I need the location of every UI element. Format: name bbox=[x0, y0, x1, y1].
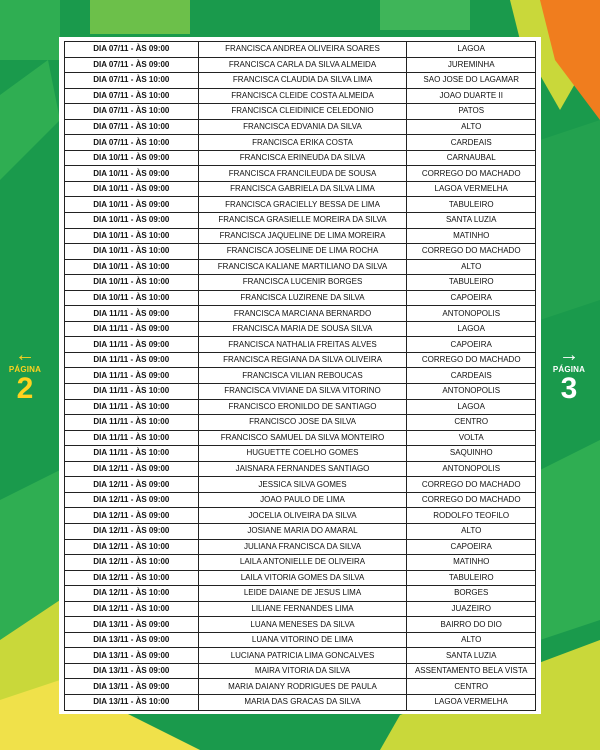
place-cell: CARDEAIS bbox=[407, 368, 536, 384]
name-cell: FRANCISCA KALIANE MARTILIANO DA SILVA bbox=[198, 259, 407, 275]
place-cell: TABULEIRO bbox=[407, 570, 536, 586]
name-cell: FRANCISCA CLEIDINICE CELEDONIO bbox=[198, 104, 407, 120]
date-cell: DIA 10/11 - ÀS 09:00 bbox=[65, 197, 199, 213]
next-page-nav[interactable] bbox=[546, 345, 592, 404]
name-cell: JOCELIA OLIVEIRA DA SILVA bbox=[198, 508, 407, 524]
place-cell: LAGOA bbox=[407, 399, 536, 415]
date-cell: DIA 11/11 - ÀS 09:00 bbox=[65, 337, 199, 353]
table-row bbox=[65, 539, 536, 555]
date-cell: DIA 12/11 - ÀS 09:00 bbox=[65, 508, 199, 524]
date-cell: DIA 12/11 - ÀS 10:00 bbox=[65, 601, 199, 617]
place-cell: TABULEIRO bbox=[407, 197, 536, 213]
name-cell: FRANCISCA ERINEUDA DA SILVA bbox=[198, 150, 407, 166]
date-cell: DIA 11/11 - ÀS 10:00 bbox=[65, 430, 199, 446]
place-cell: JOAO DUARTE II bbox=[407, 88, 536, 104]
date-cell: DIA 10/11 - ÀS 10:00 bbox=[65, 290, 199, 306]
schedule-table bbox=[64, 41, 536, 711]
place-cell: ALTO bbox=[407, 259, 536, 275]
date-cell: DIA 12/11 - ÀS 10:00 bbox=[65, 586, 199, 602]
date-cell: DIA 12/11 - ÀS 09:00 bbox=[65, 461, 199, 477]
table-row bbox=[65, 632, 536, 648]
date-cell: DIA 13/11 - ÀS 09:00 bbox=[65, 679, 199, 695]
place-cell: CORREGO DO MACHADO bbox=[407, 352, 536, 368]
date-cell: DIA 13/11 - ÀS 09:00 bbox=[65, 632, 199, 648]
name-cell: FRANCISCA NATHALIA FREITAS ALVES bbox=[198, 337, 407, 353]
date-cell: DIA 11/11 - ÀS 10:00 bbox=[65, 384, 199, 400]
table-row bbox=[65, 648, 536, 664]
name-cell: FRANCISCA EDVANIA DA SILVA bbox=[198, 119, 407, 135]
date-cell: DIA 12/11 - ÀS 10:00 bbox=[65, 570, 199, 586]
next-page-number: 3 bbox=[560, 372, 578, 405]
name-cell: FRANCISCO SAMUEL DA SILVA MONTEIRO bbox=[198, 430, 407, 446]
table-row bbox=[65, 570, 536, 586]
name-cell: LUANA VITORINO DE LIMA bbox=[198, 632, 407, 648]
table-row bbox=[65, 213, 536, 229]
name-cell: JOAO PAULO DE LIMA bbox=[198, 492, 407, 508]
place-cell: MATINHO bbox=[407, 228, 536, 244]
place-cell: CARDEAIS bbox=[407, 135, 536, 151]
date-cell: DIA 07/11 - ÀS 10:00 bbox=[65, 104, 199, 120]
table-row bbox=[65, 679, 536, 695]
date-cell: DIA 10/11 - ÀS 09:00 bbox=[65, 181, 199, 197]
date-cell: DIA 10/11 - ÀS 10:00 bbox=[65, 228, 199, 244]
date-cell: DIA 11/11 - ÀS 09:00 bbox=[65, 306, 199, 322]
name-cell: FRANCISCA LUCENIR BORGES bbox=[198, 275, 407, 291]
table-row bbox=[65, 197, 536, 213]
date-cell: DIA 07/11 - ÀS 09:00 bbox=[65, 57, 199, 73]
place-cell: JUAZEIRO bbox=[407, 601, 536, 617]
name-cell: FRANCISCA GABRIELA DA SILVA LIMA bbox=[198, 181, 407, 197]
date-cell: DIA 12/11 - ÀS 10:00 bbox=[65, 539, 199, 555]
name-cell: FRANCISCA MARCIANA BERNARDO bbox=[198, 306, 407, 322]
place-cell: LAGOA VERMELHA bbox=[407, 694, 536, 710]
table-row bbox=[65, 399, 536, 415]
place-cell: CAPOEIRA bbox=[407, 290, 536, 306]
table-row bbox=[65, 57, 536, 73]
place-cell: MATINHO bbox=[407, 555, 536, 571]
table-row bbox=[65, 337, 536, 353]
date-cell: DIA 12/11 - ÀS 09:00 bbox=[65, 477, 199, 493]
name-cell: FRANCISCA FRANCILEUDA DE SOUSA bbox=[198, 166, 407, 182]
name-cell: LUANA MENESES DA SILVA bbox=[198, 617, 407, 633]
date-cell: DIA 12/11 - ÀS 09:00 bbox=[65, 523, 199, 539]
name-cell: FRANCISCO JOSE DA SILVA bbox=[198, 415, 407, 431]
name-cell: FRANCISCA GRASIELLE MOREIRA DA SILVA bbox=[198, 213, 407, 229]
table-row bbox=[65, 415, 536, 431]
name-cell: JULIANA FRANCISCA DA SILVA bbox=[198, 539, 407, 555]
place-cell: ANTONOPOLIS bbox=[407, 306, 536, 322]
place-cell: SAO JOSE DO LAGAMAR bbox=[407, 73, 536, 89]
place-cell: LAGOA bbox=[407, 321, 536, 337]
table-row bbox=[65, 586, 536, 602]
date-cell: DIA 10/11 - ÀS 10:00 bbox=[65, 275, 199, 291]
date-cell: DIA 07/11 - ÀS 10:00 bbox=[65, 135, 199, 151]
place-cell: PATOS bbox=[407, 104, 536, 120]
table-row bbox=[65, 617, 536, 633]
name-cell: FRANCISCA VIVIANE DA SILVA VITORINO bbox=[198, 384, 407, 400]
table-row bbox=[65, 446, 536, 462]
table-row bbox=[65, 181, 536, 197]
name-cell: LAILA ANTONIELLE DE OLIVEIRA bbox=[198, 555, 407, 571]
name-cell: FRANCISCA JAQUELINE DE LIMA MOREIRA bbox=[198, 228, 407, 244]
name-cell: FRANCISCA REGIANA DA SILVA OLIVEIRA bbox=[198, 352, 407, 368]
date-cell: DIA 13/11 - ÀS 10:00 bbox=[65, 694, 199, 710]
place-cell: CORREGO DO MACHADO bbox=[407, 244, 536, 260]
date-cell: DIA 07/11 - ÀS 10:00 bbox=[65, 73, 199, 89]
table-row bbox=[65, 601, 536, 617]
table-row bbox=[65, 275, 536, 291]
table-row bbox=[65, 88, 536, 104]
place-cell: LAGOA VERMELHA bbox=[407, 181, 536, 197]
table-row bbox=[65, 166, 536, 182]
table-row bbox=[65, 508, 536, 524]
arrow-left-icon: ← bbox=[15, 344, 35, 366]
name-cell: FRANCISCA LUZIRENE DA SILVA bbox=[198, 290, 407, 306]
name-cell: MAIRA VITORIA DA SILVA bbox=[198, 663, 407, 679]
date-cell: DIA 12/11 - ÀS 09:00 bbox=[65, 492, 199, 508]
table-row bbox=[65, 663, 536, 679]
table-row bbox=[65, 42, 536, 58]
prev-page-label: PÁGINA bbox=[8, 365, 42, 374]
place-cell: CORREGO DO MACHADO bbox=[407, 492, 536, 508]
table-row bbox=[65, 150, 536, 166]
name-cell: FRANCISCA MARIA DE SOUSA SILVA bbox=[198, 321, 407, 337]
table-row bbox=[65, 352, 536, 368]
schedule-card bbox=[59, 37, 541, 714]
name-cell: MARIA DAS GRACAS DA SILVA bbox=[198, 694, 407, 710]
place-cell: ANTONOPOLIS bbox=[407, 384, 536, 400]
table-row bbox=[65, 368, 536, 384]
table-row bbox=[65, 244, 536, 260]
date-cell: DIA 07/11 - ÀS 10:00 bbox=[65, 88, 199, 104]
place-cell: ALTO bbox=[407, 523, 536, 539]
table-row bbox=[65, 492, 536, 508]
place-cell: JUREMINHA bbox=[407, 57, 536, 73]
date-cell: DIA 07/11 - ÀS 10:00 bbox=[65, 119, 199, 135]
date-cell: DIA 11/11 - ÀS 10:00 bbox=[65, 446, 199, 462]
name-cell: FRANCISCA CLEIDE COSTA ALMEIDA bbox=[198, 88, 407, 104]
date-cell: DIA 12/11 - ÀS 10:00 bbox=[65, 555, 199, 571]
table-row bbox=[65, 555, 536, 571]
date-cell: DIA 10/11 - ÀS 09:00 bbox=[65, 150, 199, 166]
name-cell: FRANCISCA ERIKA COSTA bbox=[198, 135, 407, 151]
table-row bbox=[65, 228, 536, 244]
place-cell: ALTO bbox=[407, 632, 536, 648]
table-row bbox=[65, 290, 536, 306]
table-row bbox=[65, 694, 536, 710]
place-cell: CORREGO DO MACHADO bbox=[407, 166, 536, 182]
table-row bbox=[65, 523, 536, 539]
name-cell: FRANCISCA GRACIELLY BESSA DE LIMA bbox=[198, 197, 407, 213]
date-cell: DIA 13/11 - ÀS 09:00 bbox=[65, 617, 199, 633]
date-cell: DIA 13/11 - ÀS 09:00 bbox=[65, 663, 199, 679]
table-row bbox=[65, 73, 536, 89]
name-cell: LUCIANA PATRICIA LIMA GONCALVES bbox=[198, 648, 407, 664]
name-cell: LEIDE DAIANE DE JESUS LIMA bbox=[198, 586, 407, 602]
date-cell: DIA 11/11 - ÀS 09:00 bbox=[65, 368, 199, 384]
place-cell: ASSENTAMENTO BELA VISTA bbox=[407, 663, 536, 679]
table-row bbox=[65, 119, 536, 135]
place-cell: CENTRO bbox=[407, 679, 536, 695]
place-cell: BORGES bbox=[407, 586, 536, 602]
date-cell: DIA 11/11 - ÀS 09:00 bbox=[65, 352, 199, 368]
name-cell: JOSIANE MARIA DO AMARAL bbox=[198, 523, 407, 539]
name-cell: FRANCISCA CARLA DA SILVA ALMEIDA bbox=[198, 57, 407, 73]
name-cell: FRANCISCA JOSELINE DE LIMA ROCHA bbox=[198, 244, 407, 260]
date-cell: DIA 11/11 - ÀS 10:00 bbox=[65, 415, 199, 431]
date-cell: DIA 13/11 - ÀS 09:00 bbox=[65, 648, 199, 664]
table-row bbox=[65, 306, 536, 322]
place-cell: BAIRRO DO DIO bbox=[407, 617, 536, 633]
place-cell: VOLTA bbox=[407, 430, 536, 446]
schedule-table-body bbox=[65, 42, 536, 711]
name-cell: FRANCISCA CLAUDIA DA SILVA LIMA bbox=[198, 73, 407, 89]
date-cell: DIA 10/11 - ÀS 09:00 bbox=[65, 166, 199, 182]
place-cell: RODOLFO TEOFILO bbox=[407, 508, 536, 524]
prev-page-number: 2 bbox=[16, 372, 34, 405]
name-cell: FRANCISCA VILIAN REBOUCAS bbox=[198, 368, 407, 384]
next-page-label: PÁGINA bbox=[552, 365, 586, 374]
name-cell: JAISNARA FERNANDES SANTIAGO bbox=[198, 461, 407, 477]
date-cell: DIA 10/11 - ÀS 09:00 bbox=[65, 213, 199, 229]
name-cell: FRANCISCO ERONILDO DE SANTIAGO bbox=[198, 399, 407, 415]
table-row bbox=[65, 461, 536, 477]
name-cell: JESSICA SILVA GOMES bbox=[198, 477, 407, 493]
place-cell: SAQUINHO bbox=[407, 446, 536, 462]
table-row bbox=[65, 259, 536, 275]
table-row bbox=[65, 135, 536, 151]
date-cell: DIA 11/11 - ÀS 09:00 bbox=[65, 321, 199, 337]
place-cell: ALTO bbox=[407, 119, 536, 135]
table-row bbox=[65, 477, 536, 493]
table-row bbox=[65, 430, 536, 446]
date-cell: DIA 10/11 - ÀS 10:00 bbox=[65, 259, 199, 275]
place-cell: TABULEIRO bbox=[407, 275, 536, 291]
place-cell: CAPOEIRA bbox=[407, 337, 536, 353]
table-row bbox=[65, 104, 536, 120]
place-cell: CENTRO bbox=[407, 415, 536, 431]
arrow-right-icon: → bbox=[559, 344, 579, 366]
place-cell: CARNAUBAL bbox=[407, 150, 536, 166]
table-row bbox=[65, 384, 536, 400]
place-cell: LAGOA bbox=[407, 42, 536, 58]
prev-page-nav[interactable] bbox=[2, 345, 48, 404]
date-cell: DIA 07/11 - ÀS 09:00 bbox=[65, 42, 199, 58]
place-cell: CAPOEIRA bbox=[407, 539, 536, 555]
name-cell: HUGUETTE COELHO GOMES bbox=[198, 446, 407, 462]
date-cell: DIA 11/11 - ÀS 10:00 bbox=[65, 399, 199, 415]
place-cell: SANTA LUZIA bbox=[407, 648, 536, 664]
place-cell: ANTONOPOLIS bbox=[407, 461, 536, 477]
place-cell: SANTA LUZIA bbox=[407, 213, 536, 229]
table-row bbox=[65, 321, 536, 337]
name-cell: LILIANE FERNANDES LIMA bbox=[198, 601, 407, 617]
name-cell: LAILA VITORIA GOMES DA SILVA bbox=[198, 570, 407, 586]
place-cell: CORREGO DO MACHADO bbox=[407, 477, 536, 493]
date-cell: DIA 10/11 - ÀS 10:00 bbox=[65, 244, 199, 260]
name-cell: MARIA DAIANY RODRIGUES DE PAULA bbox=[198, 679, 407, 695]
name-cell: FRANCISCA ANDREA OLIVEIRA SOARES bbox=[198, 42, 407, 58]
